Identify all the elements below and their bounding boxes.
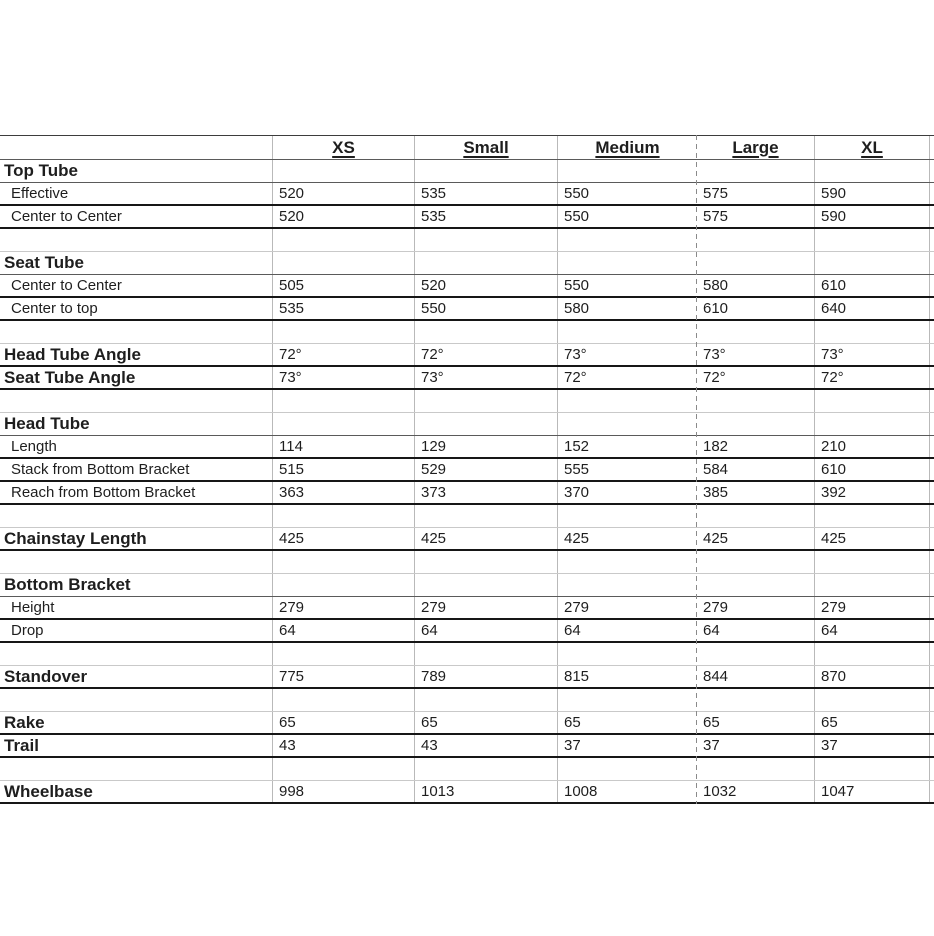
cell-value: 210	[815, 436, 930, 457]
row-label: Center to Center	[0, 206, 273, 227]
corner-cell	[0, 136, 273, 159]
cell-value	[415, 505, 558, 527]
column-header-large: Large	[697, 136, 815, 159]
cell-value: 64	[697, 620, 815, 641]
cell-value: 72°	[273, 344, 415, 365]
cell-value: 580	[564, 300, 590, 317]
cell-value: 998	[273, 781, 415, 802]
table-row	[0, 735, 934, 758]
cell-value	[697, 321, 815, 343]
row-label	[0, 229, 273, 251]
table-row	[0, 574, 934, 597]
cell-value: 64	[564, 622, 581, 639]
cell-value	[415, 413, 558, 435]
cell-value: 279	[273, 597, 415, 618]
cell-value	[558, 229, 697, 251]
cell-value	[697, 160, 815, 182]
cell-value: 65	[415, 712, 558, 733]
cell-value: 775	[273, 666, 415, 687]
row-label: Stack from Bottom Bracket	[0, 459, 273, 480]
cell-value: 425	[815, 528, 930, 549]
cell-value: 152	[564, 438, 590, 455]
table-row	[0, 597, 934, 620]
cell-value	[815, 321, 930, 343]
cell-value: 1047	[815, 781, 930, 802]
cell-value: 37	[815, 735, 930, 756]
spacer-row	[0, 321, 934, 344]
cell-value	[273, 574, 415, 596]
cell-value	[415, 574, 558, 596]
cell-value: 610	[697, 298, 815, 319]
cell-value: 535	[415, 183, 558, 204]
table-row	[0, 528, 934, 551]
cell-value: 844	[697, 666, 815, 687]
cell-value: 73°	[415, 367, 558, 388]
spacer-row	[0, 758, 934, 781]
cell-value: 1008	[564, 783, 598, 800]
cell-value: 64	[415, 620, 558, 641]
cell-value: 182	[697, 436, 815, 457]
row-label	[0, 758, 273, 780]
cell-value: 590	[815, 206, 930, 227]
cell-value	[697, 551, 815, 573]
table-row	[0, 367, 934, 390]
cell-value: 73°	[815, 344, 930, 365]
table-row	[0, 712, 934, 735]
cell-value: 789	[415, 666, 558, 687]
cell-value	[697, 758, 815, 780]
cell-value	[273, 758, 415, 780]
cell-value: 584	[697, 459, 815, 480]
row-label: Rake	[0, 712, 273, 733]
cell-value	[697, 252, 815, 274]
cell-value: 65	[273, 712, 415, 733]
cell-value: 425	[415, 528, 558, 549]
cell-value: 590	[815, 183, 930, 204]
cell-value	[273, 689, 415, 711]
cell-value	[815, 574, 930, 596]
cell-value: 65	[815, 712, 930, 733]
row-label: Trail	[0, 735, 273, 756]
cell-value: 129	[415, 436, 558, 457]
cell-value	[415, 321, 558, 343]
column-header-xl: XL	[815, 136, 930, 159]
cell-value: 610	[815, 275, 930, 296]
row-label	[0, 390, 273, 412]
cell-value: 555	[564, 461, 590, 478]
cell-value	[558, 321, 697, 343]
table-row	[0, 275, 934, 298]
cell-value: 363	[273, 482, 415, 503]
cell-value: 37	[564, 737, 581, 754]
spacer-row	[0, 643, 934, 666]
cell-value: 425	[273, 528, 415, 549]
cell-value: 550	[415, 298, 558, 319]
cell-value	[273, 229, 415, 251]
cell-value	[815, 643, 930, 665]
cell-value: 610	[815, 459, 930, 480]
cell-value: 65	[697, 712, 815, 733]
cell-value	[558, 758, 697, 780]
cell-value	[697, 505, 815, 527]
table-row	[0, 252, 934, 275]
cell-value	[415, 229, 558, 251]
cell-value	[415, 160, 558, 182]
cell-value: 37	[697, 735, 815, 756]
row-label: Standover	[0, 666, 273, 687]
cell-value	[415, 252, 558, 274]
cell-value	[558, 643, 697, 665]
row-label: Seat Tube	[0, 252, 273, 274]
cell-value	[558, 689, 697, 711]
row-label: Top Tube	[0, 160, 273, 182]
spacer-row	[0, 551, 934, 574]
cell-value: 43	[273, 735, 415, 756]
cell-value	[415, 689, 558, 711]
table-row	[0, 781, 934, 804]
cell-value: 640	[815, 298, 930, 319]
cell-value: 373	[415, 482, 558, 503]
row-label: Seat Tube Angle	[0, 367, 273, 388]
row-label	[0, 689, 273, 711]
cell-value: 73°	[564, 346, 587, 363]
cell-value: 392	[815, 482, 930, 503]
table-row	[0, 160, 934, 183]
column-header-xs: XS	[273, 136, 415, 159]
cell-value	[815, 551, 930, 573]
cell-value: 580	[697, 275, 815, 296]
cell-value: 64	[273, 620, 415, 641]
cell-value	[558, 252, 697, 274]
cell-value	[697, 390, 815, 412]
row-label	[0, 643, 273, 665]
cell-value	[815, 758, 930, 780]
cell-value: 72°	[564, 369, 587, 386]
cell-value: 370	[564, 484, 590, 501]
row-label: Effective	[0, 183, 273, 204]
cell-value	[815, 390, 930, 412]
cell-value: 64	[815, 620, 930, 641]
row-label: Wheelbase	[0, 781, 273, 802]
row-label: Head Tube	[0, 413, 273, 435]
table-row	[0, 459, 934, 482]
spacer-row	[0, 689, 934, 712]
cell-value	[558, 160, 697, 182]
table-row	[0, 413, 934, 436]
cell-value: 505	[273, 275, 415, 296]
cell-value: 520	[415, 275, 558, 296]
cell-value	[273, 413, 415, 435]
row-label	[0, 505, 273, 527]
table-row	[0, 666, 934, 689]
cell-value	[815, 160, 930, 182]
cell-value	[697, 643, 815, 665]
cell-value: 550	[564, 185, 590, 202]
cell-value: 575	[697, 183, 815, 204]
cell-value: 575	[697, 206, 815, 227]
row-label	[0, 551, 273, 573]
cell-value: 870	[815, 666, 930, 687]
row-label: Head Tube Angle	[0, 344, 273, 365]
table-header-row	[0, 135, 934, 160]
cell-value: 425	[697, 528, 815, 549]
cell-value: 1013	[415, 781, 558, 802]
row-label: Center to Center	[0, 275, 273, 296]
cell-value: 520	[273, 206, 415, 227]
cell-value: 385	[697, 482, 815, 503]
cell-value	[697, 574, 815, 596]
cell-value: 279	[415, 597, 558, 618]
cell-value: 815	[564, 668, 590, 685]
cell-value	[815, 689, 930, 711]
cell-value	[415, 643, 558, 665]
spacer-row	[0, 505, 934, 528]
cell-value: 529	[415, 459, 558, 480]
cell-value: 520	[273, 183, 415, 204]
row-label: Chainstay Length	[0, 528, 273, 549]
cell-value	[815, 229, 930, 251]
row-label: Drop	[0, 620, 273, 641]
cell-value	[273, 505, 415, 527]
cell-value	[815, 413, 930, 435]
cell-value	[558, 574, 697, 596]
cell-value: 279	[815, 597, 930, 618]
cell-value: 550	[564, 277, 590, 294]
cell-value	[273, 252, 415, 274]
column-header-small: Small	[415, 136, 558, 159]
cell-value	[815, 505, 930, 527]
row-label: Bottom Bracket	[0, 574, 273, 596]
cell-value	[415, 551, 558, 573]
row-label: Length	[0, 436, 273, 457]
cell-value: 73°	[697, 344, 815, 365]
cell-value: 43	[415, 735, 558, 756]
cell-value	[558, 551, 697, 573]
cell-value: 550	[564, 208, 590, 225]
cell-value	[273, 390, 415, 412]
cell-value: 279	[564, 599, 590, 616]
cell-value	[697, 689, 815, 711]
cell-value	[558, 413, 697, 435]
cell-value	[273, 160, 415, 182]
cell-value: 535	[415, 206, 558, 227]
cell-value: 72°	[815, 367, 930, 388]
spacer-row	[0, 390, 934, 413]
cell-value	[697, 229, 815, 251]
table-row	[0, 344, 934, 367]
cell-value: 73°	[273, 367, 415, 388]
cell-value	[558, 390, 697, 412]
cell-value: 114	[273, 436, 415, 457]
column-header-medium: Medium	[595, 137, 660, 157]
cell-value: 279	[697, 597, 815, 618]
cell-value: 65	[564, 714, 581, 731]
row-label: Center to top	[0, 298, 273, 319]
cell-value: 1032	[697, 781, 815, 802]
cell-value	[273, 643, 415, 665]
row-label: Height	[0, 597, 273, 618]
row-label	[0, 321, 273, 343]
table-row	[0, 183, 934, 206]
row-label: Reach from Bottom Bracket	[0, 482, 273, 503]
cell-value	[273, 551, 415, 573]
cell-value: 425	[564, 530, 590, 547]
table-row	[0, 436, 934, 459]
cell-value	[815, 252, 930, 274]
cell-value	[415, 390, 558, 412]
cell-value: 535	[273, 298, 415, 319]
table-row	[0, 620, 934, 643]
table-row	[0, 482, 934, 505]
cell-value: 515	[273, 459, 415, 480]
table-row	[0, 206, 934, 229]
geometry-table	[0, 135, 934, 804]
table-row	[0, 298, 934, 321]
cell-value: 72°	[697, 367, 815, 388]
cell-value	[273, 321, 415, 343]
cell-value	[558, 505, 697, 527]
cell-value	[415, 758, 558, 780]
spacer-row	[0, 229, 934, 252]
cell-value: 72°	[415, 344, 558, 365]
cell-value	[697, 413, 815, 435]
